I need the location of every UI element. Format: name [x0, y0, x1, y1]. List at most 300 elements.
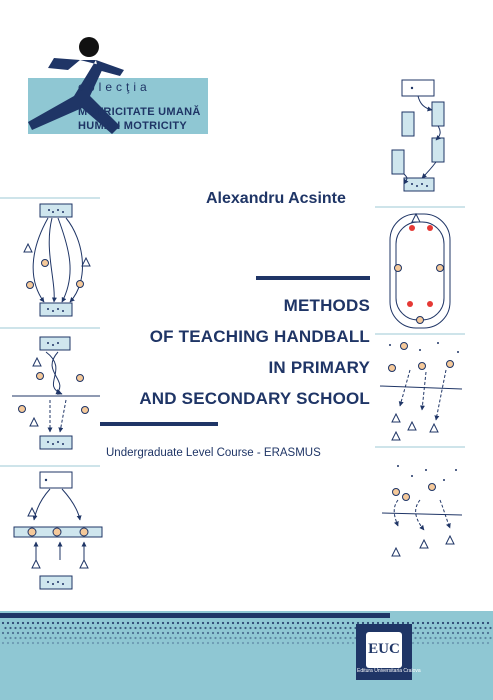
footer-dot	[94, 637, 96, 639]
footer-dot	[314, 637, 316, 639]
footer-dot	[257, 632, 259, 634]
footer-dot	[92, 642, 94, 644]
footer-dot	[207, 642, 209, 644]
footer-dot	[169, 627, 171, 629]
author-name: Alexandru Acsinte	[206, 190, 346, 207]
publisher-logo-badge	[366, 632, 402, 668]
footer-dot	[264, 627, 266, 629]
footer-dot	[234, 627, 236, 629]
footer-dot	[139, 627, 141, 629]
footer-dot	[192, 642, 194, 644]
footer-dot	[259, 637, 261, 639]
footer-dot	[487, 622, 489, 624]
footer-dot	[349, 627, 351, 629]
footer-dot	[302, 632, 304, 634]
footer-dot	[57, 632, 59, 634]
footer-dot	[212, 632, 214, 634]
footer-dot	[474, 627, 476, 629]
footer-dot	[147, 622, 149, 624]
footer-dot	[217, 622, 219, 624]
footer-dot	[487, 632, 489, 634]
footer-dot	[449, 637, 451, 639]
footer-dot	[207, 632, 209, 634]
footer-dot	[124, 637, 126, 639]
footer-dot	[292, 642, 294, 644]
footer-dot	[332, 642, 334, 644]
book-subtitle: Undergraduate Level Course - ERASMUS	[106, 447, 321, 459]
series-title-en: HUMAN MOTRICITY	[78, 120, 187, 132]
footer-dot	[129, 637, 131, 639]
footer-dot	[112, 632, 114, 634]
footer-dot	[4, 627, 6, 629]
footer-dot	[92, 622, 94, 624]
footer-dot	[202, 642, 204, 644]
footer-dot	[282, 642, 284, 644]
footer-dot	[17, 642, 19, 644]
footer-dot	[167, 622, 169, 624]
footer-dot	[27, 622, 29, 624]
footer-dot	[229, 627, 231, 629]
footer-dot	[462, 642, 464, 644]
footer-dot	[187, 642, 189, 644]
footer-dot	[174, 627, 176, 629]
footer-dot	[117, 632, 119, 634]
footer-dot	[94, 627, 96, 629]
footer-dot	[194, 637, 196, 639]
footer-dot	[337, 622, 339, 624]
footer-dot	[177, 632, 179, 634]
book-title-line-3: IN PRIMARY	[268, 358, 370, 377]
footer-dot	[192, 632, 194, 634]
footer-dot	[34, 627, 36, 629]
footer-dot	[37, 642, 39, 644]
footer-dot	[442, 642, 444, 644]
footer-dot	[347, 622, 349, 624]
footer-dot	[177, 642, 179, 644]
footer-dot	[189, 627, 191, 629]
footer-dot	[202, 632, 204, 634]
footer-dot	[167, 632, 169, 634]
footer-dot	[257, 642, 259, 644]
footer-dot	[452, 642, 454, 644]
footer-dot	[422, 632, 424, 634]
footer-dot	[162, 642, 164, 644]
footer-dot	[452, 632, 454, 634]
footer-dot	[302, 642, 304, 644]
footer-dot	[317, 632, 319, 634]
title-rule-top	[256, 276, 370, 280]
footer-dot	[247, 642, 249, 644]
footer-dot	[284, 637, 286, 639]
footer-dot	[12, 632, 14, 634]
footer-dot	[227, 622, 229, 624]
footer-dot	[12, 622, 14, 624]
footer-dot	[289, 627, 291, 629]
footer-dot	[339, 637, 341, 639]
footer-dot	[57, 622, 59, 624]
footer-dot	[217, 632, 219, 634]
footer-dot	[182, 642, 184, 644]
footer-dot	[324, 637, 326, 639]
footer-dot	[79, 637, 81, 639]
footer-dot	[2, 632, 4, 634]
footer-dot	[332, 622, 334, 624]
footer-dot	[299, 637, 301, 639]
footer-dot	[39, 627, 41, 629]
footer-dot	[144, 627, 146, 629]
footer-dot	[127, 622, 129, 624]
footer-dot	[122, 632, 124, 634]
footer-dot	[164, 627, 166, 629]
footer-dot	[274, 627, 276, 629]
footer-dot	[412, 642, 414, 644]
footer-dot	[329, 627, 331, 629]
footer-dot	[197, 632, 199, 634]
footer-dot	[262, 632, 264, 634]
footer-dot	[454, 637, 456, 639]
footer-dot	[252, 622, 254, 624]
footer-dot	[199, 627, 201, 629]
footer-dot	[82, 632, 84, 634]
footer-dot	[254, 637, 256, 639]
footer-dot	[67, 632, 69, 634]
series-word: colecţia	[78, 80, 151, 94]
footer-dot	[279, 637, 281, 639]
footer-dot	[269, 627, 271, 629]
footer-dot	[2, 642, 4, 644]
footer-dot	[444, 627, 446, 629]
footer-dot	[149, 637, 151, 639]
footer-dot	[157, 622, 159, 624]
footer-dot	[307, 642, 309, 644]
footer-dot	[57, 642, 59, 644]
footer-dot	[322, 632, 324, 634]
footer-dot	[54, 627, 56, 629]
footer-dot	[437, 632, 439, 634]
footer-dot	[304, 637, 306, 639]
footer-dot	[287, 622, 289, 624]
footer-dot	[312, 642, 314, 644]
footer-dot	[337, 642, 339, 644]
footer-dot	[14, 627, 16, 629]
footer-dot	[222, 622, 224, 624]
footer-dot	[187, 622, 189, 624]
footer-dot	[277, 622, 279, 624]
footer-dot	[472, 642, 474, 644]
footer-dot	[212, 642, 214, 644]
footer-dot	[144, 637, 146, 639]
book-title-line-1: METHODS	[283, 296, 370, 315]
footer-dot	[457, 632, 459, 634]
footer-dot	[77, 642, 79, 644]
footer-dot	[342, 632, 344, 634]
footer-dot	[69, 637, 71, 639]
footer-dot	[42, 632, 44, 634]
footer-dot	[484, 637, 486, 639]
footer-dot	[134, 627, 136, 629]
footer-dot	[104, 627, 106, 629]
footer-dot	[242, 632, 244, 634]
footer-dot	[207, 622, 209, 624]
footer-dot	[467, 632, 469, 634]
footer-dot	[22, 642, 24, 644]
footer-dot	[304, 627, 306, 629]
footer-dot	[137, 642, 139, 644]
footer-dot	[114, 637, 116, 639]
footer-dot	[82, 642, 84, 644]
footer-dot	[7, 622, 9, 624]
series-title-ro: MOTRICITATE UMANĂ	[78, 106, 201, 118]
footer-dot	[152, 632, 154, 634]
footer-dot	[429, 637, 431, 639]
footer-dot	[54, 637, 56, 639]
footer-dot	[334, 627, 336, 629]
footer-dot	[102, 632, 104, 634]
footer-dot	[237, 642, 239, 644]
footer-dot	[24, 627, 26, 629]
footer-dot	[217, 642, 219, 644]
footer-dot	[447, 622, 449, 624]
footer-dot	[272, 622, 274, 624]
footer-dot	[209, 637, 211, 639]
footer-dot	[132, 642, 134, 644]
footer-dot	[244, 627, 246, 629]
footer-dot	[254, 627, 256, 629]
footer-dot	[149, 627, 151, 629]
footer-dot	[164, 637, 166, 639]
footer-dot	[247, 632, 249, 634]
footer-dot	[47, 622, 49, 624]
footer-dot	[139, 637, 141, 639]
footer-dot	[462, 622, 464, 624]
footer-dot	[209, 627, 211, 629]
footer-dot	[119, 627, 121, 629]
footer-dot	[242, 622, 244, 624]
footer-dot	[179, 627, 181, 629]
footer-dot	[487, 642, 489, 644]
footer-dot	[117, 622, 119, 624]
footer-dot	[137, 632, 139, 634]
footer-dot	[214, 637, 216, 639]
footer-dot	[2, 622, 4, 624]
footer-dot	[97, 622, 99, 624]
footer-dot	[102, 642, 104, 644]
footer-dot	[489, 627, 491, 629]
footer-dot	[334, 637, 336, 639]
footer-dot	[474, 637, 476, 639]
footer-dot	[99, 627, 101, 629]
footer-dot	[307, 622, 309, 624]
footer-dot	[327, 632, 329, 634]
footer-dot	[147, 642, 149, 644]
footer-dot	[257, 622, 259, 624]
footer-dot	[242, 642, 244, 644]
footer-dot	[62, 642, 64, 644]
footer-dot	[424, 637, 426, 639]
footer-dot	[427, 632, 429, 634]
footer-dot	[417, 642, 419, 644]
footer-dot	[482, 622, 484, 624]
footer-dot	[137, 622, 139, 624]
footer-dot	[432, 622, 434, 624]
footer-dot	[464, 637, 466, 639]
footer-dot	[312, 622, 314, 624]
footer-dot	[72, 622, 74, 624]
footer-dot	[314, 627, 316, 629]
footer-dot	[442, 632, 444, 634]
footer-dot	[307, 632, 309, 634]
footer-dot	[247, 622, 249, 624]
footer-dot	[244, 637, 246, 639]
footer-dot	[327, 622, 329, 624]
footer-dot	[239, 637, 241, 639]
publisher-mark: EUC	[368, 641, 400, 657]
footer-dot	[32, 622, 34, 624]
footer-dot	[64, 637, 66, 639]
footer-dot	[417, 632, 419, 634]
footer-dot	[219, 627, 221, 629]
footer-dot	[102, 622, 104, 624]
footer-dot	[424, 627, 426, 629]
footer-dot	[252, 632, 254, 634]
footer-dot	[84, 637, 86, 639]
footer-dot	[432, 642, 434, 644]
footer-dot	[182, 632, 184, 634]
footer-dot	[9, 637, 11, 639]
footer-dot	[317, 642, 319, 644]
footer-dot	[129, 627, 131, 629]
footer-dot	[114, 627, 116, 629]
footer-dot	[222, 632, 224, 634]
footer-dot	[134, 637, 136, 639]
footer-dot	[74, 637, 76, 639]
footer-dot	[267, 642, 269, 644]
footer-dot	[282, 622, 284, 624]
footer-dot	[152, 642, 154, 644]
footer-dot	[269, 637, 271, 639]
footer-dot	[152, 622, 154, 624]
footer-dot	[199, 637, 201, 639]
footer-dot	[294, 637, 296, 639]
footer-dot	[29, 627, 31, 629]
footer-dot	[412, 632, 414, 634]
footer-dot	[437, 642, 439, 644]
footer-dot	[267, 622, 269, 624]
footer-dot	[159, 637, 161, 639]
footer-dot	[39, 637, 41, 639]
footer-dot	[197, 622, 199, 624]
footer-dot	[172, 642, 174, 644]
footer-dot	[227, 642, 229, 644]
footer-dot	[309, 627, 311, 629]
footer-dot	[72, 632, 74, 634]
footer-dot	[77, 632, 79, 634]
footer-dot	[467, 622, 469, 624]
footer-dot	[99, 637, 101, 639]
footer-dot	[477, 622, 479, 624]
footer-dot	[67, 622, 69, 624]
footer-dot	[412, 622, 414, 624]
footer-dot	[174, 637, 176, 639]
footer-dot	[192, 622, 194, 624]
footer-dot	[122, 622, 124, 624]
footer-dot	[37, 622, 39, 624]
footer-dot	[447, 642, 449, 644]
footer-dot	[459, 627, 461, 629]
footer-dot	[42, 622, 44, 624]
footer-dot	[14, 637, 16, 639]
footer-dot	[59, 637, 61, 639]
footer-dot	[49, 627, 51, 629]
footer-dot	[319, 627, 321, 629]
footer-dot	[287, 642, 289, 644]
footer-dot	[272, 632, 274, 634]
footer-dot	[214, 627, 216, 629]
footer-dot	[69, 627, 71, 629]
footer-dot	[414, 627, 416, 629]
footer-dot	[52, 632, 54, 634]
footer-dot	[154, 627, 156, 629]
footer-dot	[272, 642, 274, 644]
footer-dot	[274, 637, 276, 639]
footer-dot	[227, 632, 229, 634]
footer-dot	[34, 637, 36, 639]
footer-dot	[482, 632, 484, 634]
footer-dot	[162, 632, 164, 634]
footer-dot	[42, 642, 44, 644]
footer-dot	[419, 637, 421, 639]
footer-dot	[154, 637, 156, 639]
footer-dot	[17, 622, 19, 624]
footer-dot	[67, 642, 69, 644]
footer-dot	[212, 622, 214, 624]
footer-dot	[107, 622, 109, 624]
footer-dot	[259, 627, 261, 629]
footer-dot	[292, 632, 294, 634]
footer-dot	[64, 627, 66, 629]
footer-dot	[279, 627, 281, 629]
footer-dot	[107, 642, 109, 644]
footer-dot	[267, 632, 269, 634]
book-title-line-4: AND SECONDARY SCHOOL	[139, 389, 370, 408]
footer-dot	[204, 637, 206, 639]
footer-dot	[339, 627, 341, 629]
footer-dot	[297, 632, 299, 634]
footer-dot	[44, 637, 46, 639]
footer-dot	[429, 627, 431, 629]
footer-dot	[7, 632, 9, 634]
footer-dot	[287, 632, 289, 634]
footer-dot	[172, 622, 174, 624]
footer-dot	[12, 642, 14, 644]
footer-dot	[17, 632, 19, 634]
footer-dot	[202, 622, 204, 624]
footer-dot	[62, 622, 64, 624]
footer-dot	[187, 632, 189, 634]
footer-dot	[189, 637, 191, 639]
footer-dot	[312, 632, 314, 634]
footer-dot	[322, 622, 324, 624]
footer-dot	[342, 642, 344, 644]
footer-dot	[147, 632, 149, 634]
footer-dot	[87, 632, 89, 634]
footer-dot	[84, 627, 86, 629]
footer-dot	[142, 642, 144, 644]
footer-dot	[422, 622, 424, 624]
footer-dot	[74, 627, 76, 629]
footer-dot	[337, 632, 339, 634]
footer-dot	[352, 622, 354, 624]
